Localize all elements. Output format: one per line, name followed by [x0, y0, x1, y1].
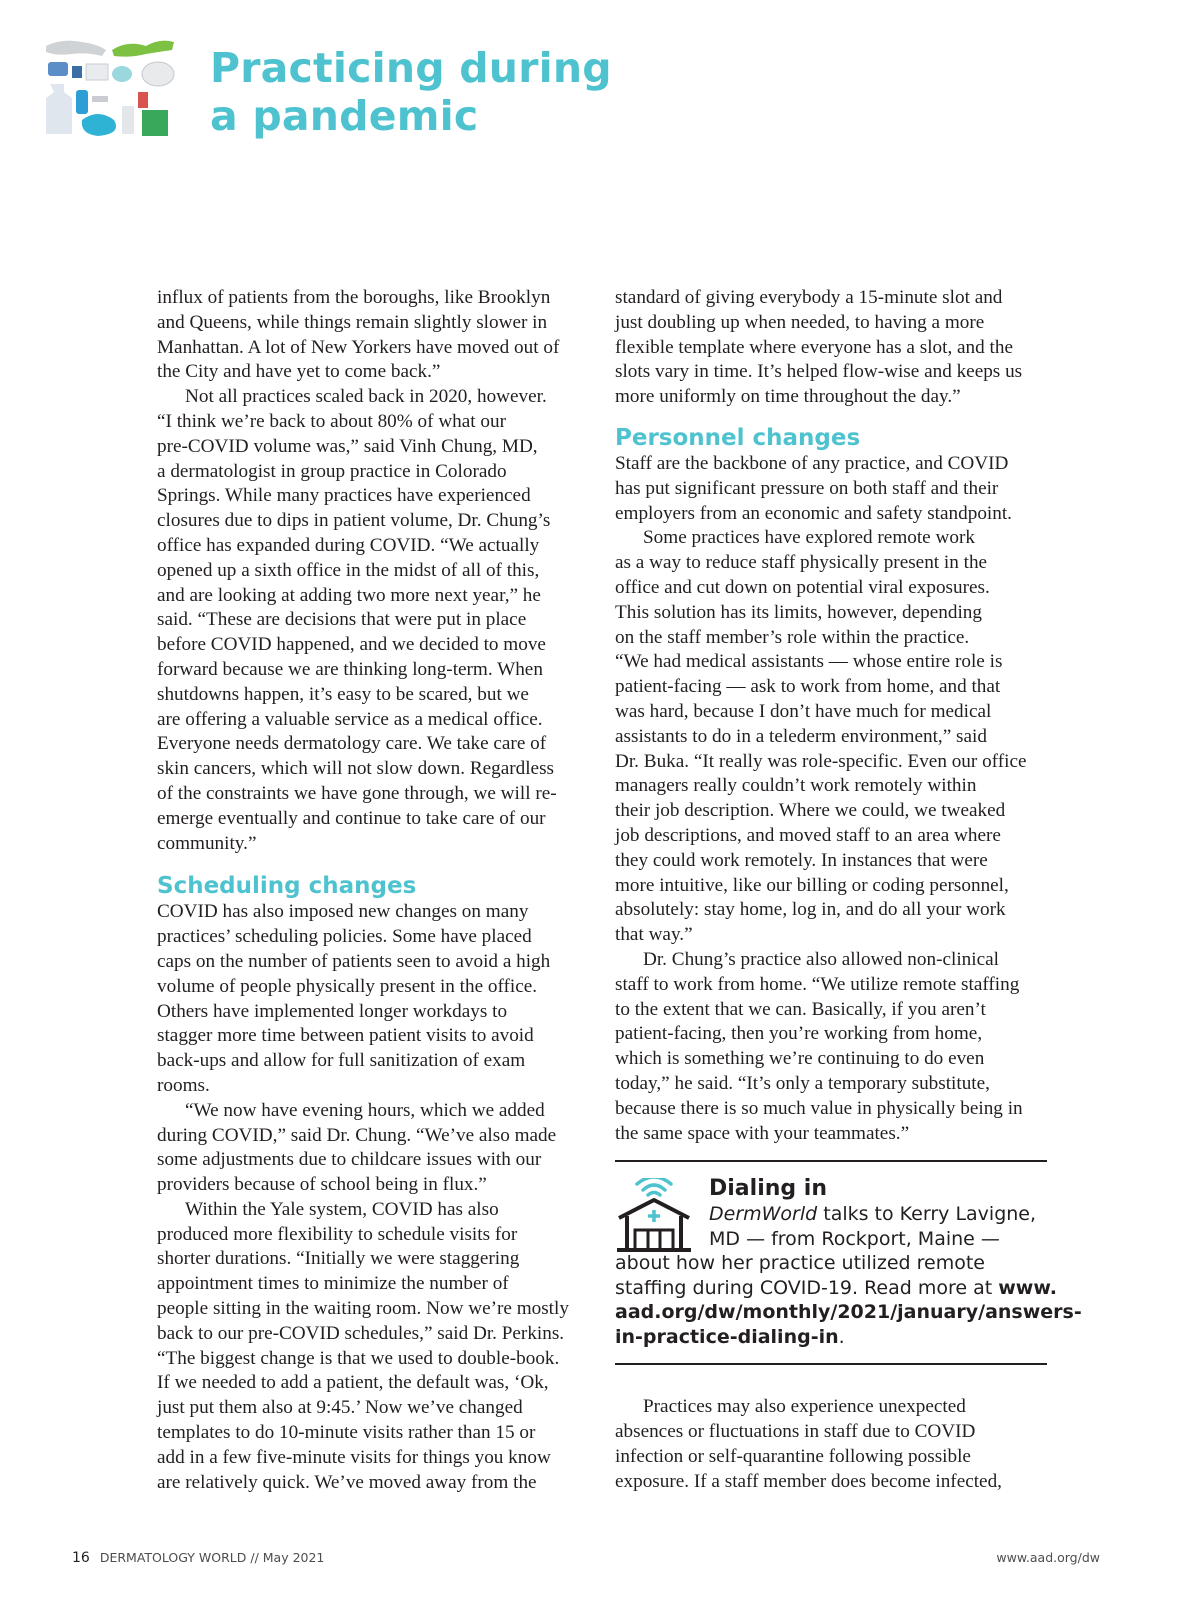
text-line: Staff are the backbone of any practice, and COVID: [615, 452, 1009, 474]
text-line: a dermatologist in group practice in Colorado: [157, 460, 507, 482]
text-line: absolutely: stay home, log in, and do all your work: [615, 899, 1006, 921]
text-line: are relatively quick. We’ve moved away from the: [157, 1471, 537, 1493]
text-line: providers because of school being in flux.”: [157, 1174, 487, 1196]
text-line: has put significant pressure on both staff and their: [615, 477, 999, 499]
sidebar-line: about how her practice utilized remote: [615, 1252, 985, 1275]
title-line: a pandemic: [210, 92, 479, 140]
text-line: Everyone needs dermatology care. We take care of: [157, 733, 547, 755]
sidebar-text: talks to Kerry Lavigne,: [817, 1203, 1037, 1226]
text-line: infection or self-quarantine following possible: [615, 1445, 971, 1467]
text-line: forward because we are thinking long-term. When: [157, 658, 543, 680]
text-line: Dr. Chung’s practice also allowed non-clinical: [643, 948, 999, 970]
text-line: flexible template where everyone has a slot, and the: [615, 336, 1013, 358]
text-line: that way.”: [615, 924, 693, 946]
text-line: “We now have evening hours, which we added: [185, 1099, 545, 1121]
text-line: shutdowns happen, it’s easy to be scared, but we: [157, 683, 529, 705]
text-line: stagger more time between patient visits to avoid: [157, 1025, 534, 1047]
text-line: COVID has also imposed new changes on many: [157, 901, 529, 923]
text-line: Practices may also experience unexpected: [643, 1396, 966, 1418]
text-line: patient-facing, then you’re working from home,: [615, 1023, 983, 1045]
text-line: shorter durations. “Initially we were staggering: [157, 1248, 520, 1270]
text-line: which is something we’re continuing to do even: [615, 1048, 985, 1070]
sidebar-text: .: [838, 1325, 845, 1348]
text-line: staff to work from home. “We utilize remote staffing: [615, 973, 1020, 995]
text-line: on the staff member’s role within the practice.: [615, 626, 970, 648]
text-line: the City and have yet to come back.”: [157, 361, 441, 383]
text-line: This solution has its limits, however, depending: [615, 601, 982, 623]
sidebar-line: [615, 1300, 1082, 1325]
clinic-wifi-icon: [615, 1178, 693, 1254]
text-line: assistants to do in a telederm environment,” said: [615, 725, 987, 747]
text-line: more intuitive, like our billing or coding personnel,: [615, 874, 1009, 896]
text-line: closures due to dips in patient volume, Dr. Chung’s: [157, 510, 551, 532]
text-line: before COVID happened, and we decided to move: [157, 634, 546, 656]
sidebar-heading: Dialing in: [709, 1176, 828, 1202]
text-line: said. “These are decisions that were put in place: [157, 609, 527, 631]
text-line: Within the Yale system, COVID has also: [185, 1198, 499, 1220]
text-line: back to our pre-COVID schedules,” said Dr. Perkins.: [157, 1322, 565, 1344]
text-line: pre-COVID volume was,” said Vinh Chung, MD,: [157, 435, 538, 457]
paragraph-staff-absences: [615, 1395, 1047, 1494]
text-line: standard of giving everybody a 15-minute slot and: [615, 287, 1003, 308]
text-line: Not all practices scaled back in 2020, however.: [185, 386, 547, 408]
text-line: office has expanded during COVID. “We actually: [157, 534, 540, 556]
text-line: they could work remotely. In instances that were: [615, 849, 988, 871]
text-line: office and cut down on potential viral exposures.: [615, 576, 990, 598]
text-line: more uniformly on time throughout the day.”: [615, 386, 961, 408]
text-line: slots vary in time. It’s helped flow-wise and keeps us: [615, 361, 1023, 383]
text-line: influx of patients from the boroughs, like Brooklyn: [157, 287, 551, 308]
text-line: their job description. Where we could, we tweaked: [615, 800, 1006, 822]
text-line: patient-facing — ask to work from home, and that: [615, 676, 1001, 698]
text-line: as a way to reduce staff physically present in the: [615, 552, 988, 574]
text-line: add in a few five-minute visits for things you know: [157, 1446, 551, 1468]
subhead-personnel-changes: Personnel changes: [615, 424, 861, 451]
text-line: “I think we’re back to about 80% of what our: [157, 410, 506, 432]
sidebar-dialing-in: [615, 1160, 1082, 1365]
footer-website[interactable]: www.aad.org/dw: [996, 1550, 1100, 1565]
text-line: the same space with your teammates.”: [615, 1122, 910, 1144]
text-line: back-ups and allow for full sanitization of exam: [157, 1050, 526, 1072]
text-line: Springs. While many practices have experienced: [157, 485, 531, 507]
publication-footer: DERMATOLOGY WORLD // May 2021: [99, 1550, 325, 1565]
text-line: caps on the number of patients seen to avoid a high: [157, 950, 551, 972]
article-title: [210, 44, 612, 140]
text-line: people sitting in the waiting room. Now we’re mostly: [157, 1298, 569, 1320]
sidebar-line: [615, 1325, 1047, 1350]
text-line: “The biggest change is that we used to double-book.: [157, 1347, 560, 1369]
title-line: Practicing during: [210, 44, 612, 92]
text-line: rooms.: [157, 1074, 210, 1096]
text-line: skin cancers, which will not slow down. Regardless: [157, 758, 555, 780]
text-line: Dr. Buka. “It really was role-specific. Even our office: [615, 750, 1027, 772]
text-line: job descriptions, and moved staff to an area where: [615, 824, 1001, 846]
text-line: employers from an economic and safety standpoint.: [615, 502, 1012, 524]
text-line: Manhattan. A lot of New Yorkers have moved out of: [157, 336, 560, 358]
left-column: [157, 286, 589, 1495]
text-line: volume of people physically present in the office.: [157, 975, 538, 997]
text-line: just put them also at 9:45.’ Now we’ve changed: [157, 1397, 523, 1419]
right-column: [615, 286, 1082, 1494]
text-line: because there is so much value in physically being in: [615, 1097, 1023, 1119]
text-line: community.”: [157, 832, 257, 854]
text-line: “We had medical assistants — whose entire role is: [615, 651, 1003, 673]
text-line: managers really couldn’t work remotely within: [615, 775, 977, 797]
text-line: opened up a sixth office in the midst of all of this,: [157, 559, 540, 581]
text-line: of the constraints we have gone through, we will re-: [157, 782, 557, 804]
text-line: absences or fluctuations in staff due to COVID: [615, 1421, 976, 1443]
text-line: produced more flexibility to schedule visits for: [157, 1223, 518, 1245]
text-line: templates to do 10-minute visits rather than 15 or: [157, 1422, 536, 1444]
text-line: some adjustments due to childcare issues with our: [157, 1149, 542, 1171]
text-line: emerge eventually and continue to take care of our: [157, 807, 546, 829]
text-line: today,” he said. “It’s only a temporary substitute,: [615, 1072, 990, 1094]
text-line: to the extent that we can. Basically, if you aren’t: [615, 998, 986, 1020]
text-line: and are looking at adding two more next year,” he: [157, 584, 541, 606]
text-line: practices’ scheduling policies. Some have placed: [157, 926, 532, 948]
sidebar-line: [615, 1276, 1057, 1301]
sidebar-text: staffing during COVID-19. Read more at: [615, 1276, 999, 1299]
text-line: Others have implemented longer workdays to: [157, 1000, 508, 1022]
text-line: are offering a valuable service as a medical office.: [157, 708, 543, 730]
text-line: If we needed to add a patient, the default was, ‘Ok,: [157, 1372, 549, 1394]
text-line: was hard, because I don’t have much for medical: [615, 700, 992, 722]
medical-supplies-icon: [42, 36, 178, 138]
article-link[interactable]: aad.org/dw/monthly/2021/january/answers-: [615, 1301, 1082, 1324]
text-line: and Queens, while things remain slightly slower in: [157, 311, 548, 333]
text-line: appointment times to minimize the number of: [157, 1273, 509, 1295]
article-link[interactable]: www.: [998, 1276, 1057, 1299]
page-number: 16: [72, 1550, 90, 1566]
article-link[interactable]: in-practice-dialing-in: [615, 1325, 839, 1348]
text-line: exposure. If a staff member does become infected,: [615, 1470, 1002, 1492]
text-line: Some practices have explored remote work: [643, 527, 975, 549]
sidebar-line: MD — from Rockport, Maine —: [709, 1227, 1000, 1250]
footer-left: [72, 1550, 324, 1566]
text-line: during COVID,” said Dr. Chung. “We’ve also made: [157, 1124, 557, 1146]
publication-name: DermWorld: [709, 1203, 818, 1226]
text-line: just doubling up when needed, to having a more: [615, 311, 985, 333]
subhead-scheduling-changes: Scheduling changes: [157, 873, 417, 900]
